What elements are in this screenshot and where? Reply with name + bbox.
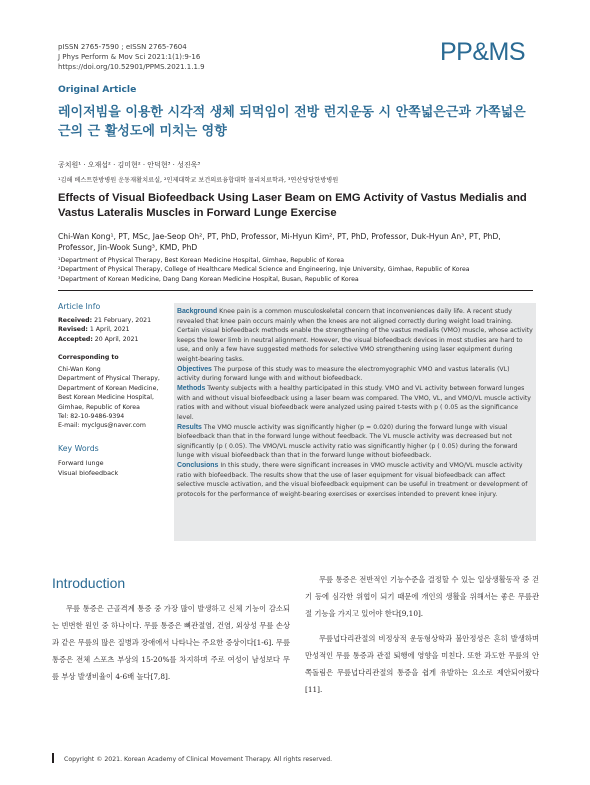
copyright-notice: Copyright © 2021. Korean Academy of Clinical Movement Therapy. All rights reserved. [64,756,333,763]
revised-label: Revised: [58,326,88,334]
article-dates [58,316,151,344]
abstract-label: Conclusions [177,462,219,470]
corresponding-line: Tel: 82-10-9486-9394 [58,413,125,421]
english-title: Effects of Visual Biofeedback Using Laser Beam on EMG Activity of Vastus Medialis and Vastus Lateralis Muscles in Forward Lunge Exercise [58,192,527,219]
corresponding-details [58,365,160,431]
corresponding-line: Chi-Wan Kong [58,366,101,373]
body-paragraph: 무릎 통증은 근골격계 통증 중 가장 많이 발생하고 신체 기능이 감소되는 빈번한 원인 중 하나이다. 무릎 통증은 뼈관절염, 건염, 외상성 무릎 손상과 같은 무릎의 많은 질병과 장애에서 나타나는 주요한 증상이다[1-6]. 무릎 통증은 전체 스포츠 부상의 15-20%를 차지하며 주로 여성이 남성보다 무릎 부상 발생비율이 4-6배 높다[7,8]. [52,604,291,681]
affiliation-2: ²Department of Physical Therapy, College of Healthcare Medical Science and Engineering, Inje University, Gimhae, Republic of Korea [58,266,470,274]
keywords-list [58,459,118,478]
keyword-item: Forward lunge [58,459,104,467]
body-column-left [52,600,290,685]
body-paragraph: 무릎 통증은 전반적인 기능수준을 결정할 수 있는 일상생활동작 중 걷기 등에 심각한 위협이 되기 때문에 개인의 생활을 위해서는 좋은 무릎관절 기능을 가지고 있어야 한다[9,10]. [305,575,539,618]
abstract-background [177,307,533,364]
abstract-text: The VMO muscle activity was significantly higher (p = 0.020) during the forward lunge with visual biofeedback than that in the forward lunge without feedback. The VL muscle activity was decreased but not significantly (p ( 0.05). The VMO/VL muscle activity ratio was significantly higher (p ( 0.05) during the forward lunge with visual biofeedback than that in the forward lunge without biofeedback. [177,423,518,460]
article-type-label: Original Article [58,84,137,95]
issn-line: pISSN 2765-7590 ; eISSN 2765-7604 [58,43,187,51]
abstract-label: Results [177,423,202,431]
keyword-item: Visual biofeedback [58,468,119,477]
journal-citation-line: J Phys Perform & Mov Sci 2021:1(1):9-16 [58,53,201,61]
abstract-conclusions [177,461,533,499]
abstract-label: Background [177,308,218,315]
revised-value: 1 April, 2021 [89,326,130,334]
korean-authors: 공치원¹ · 오재섭² · 김미현² · 안덕현³ · 성진욱³ [58,161,201,169]
accepted-label: Accepted: [58,335,93,343]
affiliation-3: ³Department of Korean Medicine, Dang Dang Korean Medicine Hospital, Busan, Republic of Korea [58,275,359,283]
corresponding-line: Best Korean Medicine Hospital, [58,394,154,402]
abstract-text: Twenty subjects with a healthy participated in this study. VMO and VL activity between forward lunges with and without visual biofeedback using a laser beam was compared. The VMO, VL, and VMO/VL muscle activity ratios with and without visual biofeedback were analyzed using paired t-tests with p ( 0.05 as the significance level. [177,385,531,421]
doi-line[interactable]: https://doi.org/10.52901/PPMS.2021.1.1.9 [58,63,205,71]
received-label: Received: [58,317,93,324]
article-info-heading: Article Info [58,302,101,311]
accepted-date [58,335,151,344]
keywords-heading: Key Words [58,444,99,453]
received-date [58,316,151,325]
abstract-text: The purpose of this study was to measure the electromyographic VMO and vastus lateralis (VL) activity during forward lunge with and without biofeedback. [177,365,510,383]
body-paragraph: 무릎넙다리관절의 비정상적 운동형상학과 불안정성은 흔히 발생하며 만성적인 무릎 통증과 관절 퇴행에 영향을 미친다. 또한 과도한 무릎의 안쪽돌림은 무릎넙다리관절의 통증을 쉽게 유발하는 요소로 제안되어왔다[11]. [305,634,539,694]
corresponding-email[interactable]: E-mail: myclgus@naver.com [58,422,146,430]
affiliation-1: ¹Department of Physical Therapy, Best Korean Medicine Hospital, Gimhae, Republic of Korea [58,257,345,264]
corresponding-line: Gimhae, Republic of Korea [58,403,140,411]
corresponding-line: Department of Physical Therapy, [58,375,160,383]
abstract-methods [177,384,533,422]
abstract-text: Knee pain is a common musculoskeletal concern that inconveniences daily life. A recent study revealed that knee pain occurs mainly when the knees are not aligned correctly during weight load training. Certain visual biofeedback methods enable the strengthening of the vastus medialis (VMO) muscle, whose activity keeps the lower limb in neutral alignment. However, the visual biofeedback devices in most studies are hard to use, and only a few have suggested methods for selective VMO strengthening using laser equipment during weight-bearing tasks. [177,308,533,363]
header-divider [58,290,533,291]
english-authors: Chi-Wan Kong¹, PT, MSc, Jae-Seop Oh², PT, PhD, Professor, Mi-Hyun Kim², PT, PhD, Professor, Duk-Hyun An³, PT, PhD, Professor, Jin-Wook Sung³, KMD, PhD [58,232,501,252]
corresponding-heading: Corresponding to [58,354,119,361]
abstract [177,307,533,500]
footer-bar [52,753,54,763]
abstract-label: Methods [177,385,206,393]
korean-title: 레이저빔을 이용한 시각적 생체 되먹임이 전방 런지운동 시 안쪽넓은근과 가쪽넓은근의 근 활성도에 미치는 영향 [58,105,526,139]
body-column-right [305,571,539,698]
abstract-results [177,423,533,461]
korean-affiliations: ¹김해 베스트한방병원 운동재활치료실, ²인제대학교 보건의료융합대학 물리치료학과, ³연산당당한방병원 [58,177,339,184]
english-affiliations [58,256,538,284]
corresponding-line: Department of Korean Medicine, [58,384,159,392]
abstract-text: In this study, there were significant increases in VMO muscle activity and VMO/VL muscle activity ratio with biofeedback. The results show that the use of laser equipment for visual biofeedback can affect selective muscle activation, and the visual biofeedback equipment can be useful in treatment or development of protocols for the performance of weight-bearing exercises or exercises intended to prevent knee injury. [177,462,528,498]
received-value: 21 February, 2021 [94,317,152,324]
journal-meta [58,42,205,72]
revised-date [58,325,151,334]
abstract-objectives [177,365,533,384]
journal-brand-logo: PP&MS [440,38,526,66]
accepted-value: 20 April, 2021 [94,335,139,343]
abstract-label: Objectives [177,365,212,373]
introduction-heading: Introduction [52,575,126,591]
